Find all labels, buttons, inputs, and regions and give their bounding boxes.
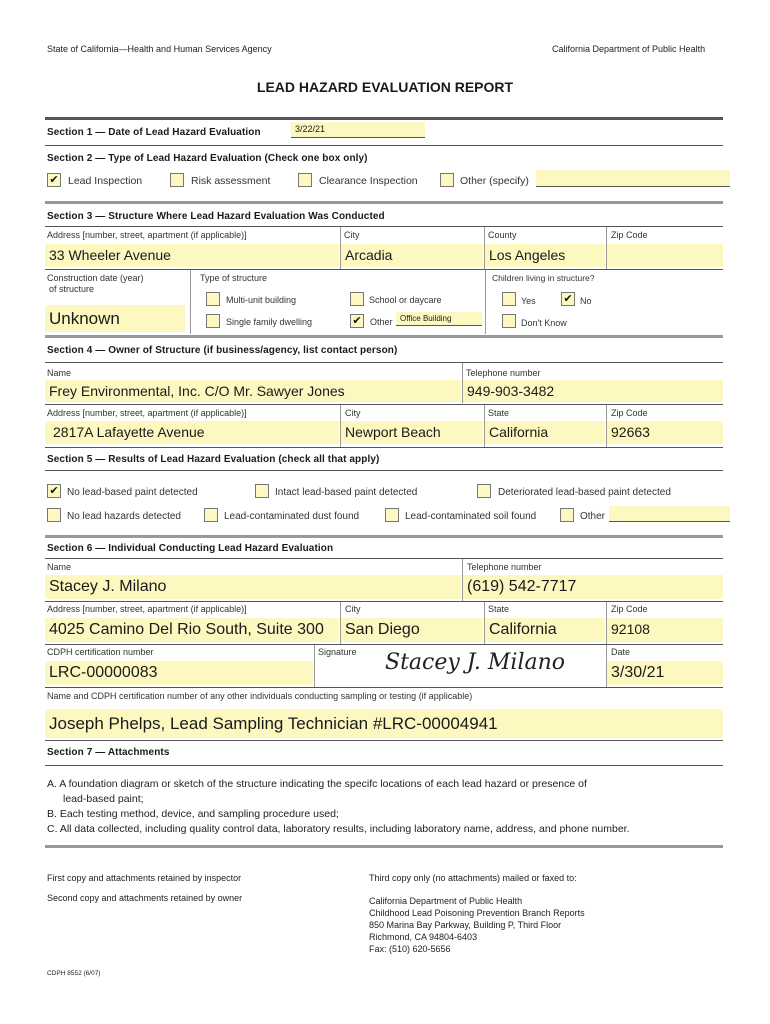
section6-heading: Section 6 — Individual Conducting Lead Hazard Evaluation: [47, 543, 334, 554]
signature-date-label: Date: [611, 647, 631, 657]
signature-label: Signature: [318, 647, 357, 657]
section5-heading: Section 5 — Results of Lead Hazard Evaluation (check all that apply): [47, 454, 380, 465]
structure-city-label: City: [344, 230, 360, 240]
children-no-checkbox[interactable]: ✔: [561, 292, 575, 306]
form-id: CDPH 8552 (6/07): [47, 970, 101, 977]
inspector-zip-field[interactable]: 92108: [607, 618, 723, 642]
intact-paint-checkbox[interactable]: [255, 484, 269, 498]
other-type-label: Other (specify): [460, 175, 529, 187]
deteriorated-paint-label: Deteriorated lead-based paint detected: [498, 487, 671, 498]
attachment-a-cont: lead-based paint;: [63, 793, 144, 805]
soil-found-label: Lead-contaminated soil found: [405, 511, 537, 522]
col-divider: [190, 270, 191, 334]
no-lead-paint-label: No lead-based paint detected: [67, 487, 198, 498]
divider: [45, 362, 723, 363]
inspector-address-field[interactable]: 4025 Camino Del Rio South, Suite 300: [45, 618, 339, 642]
inspector-phone-field[interactable]: (619) 542-7717: [463, 575, 723, 599]
children-unknown-checkbox[interactable]: [502, 314, 516, 328]
lead-inspection-checkbox[interactable]: ✔: [47, 173, 61, 187]
col-divider: [485, 270, 486, 334]
mail-address-line-3: 850 Marina Bay Parkway, Building P, Third Floor: [369, 920, 562, 930]
divider: [45, 687, 723, 688]
attachment-b: B. Each testing method, device, and sampling procedure used;: [47, 808, 339, 820]
other-structure-checkbox[interactable]: ✔: [350, 314, 364, 328]
inspector-state-label: State: [488, 604, 510, 614]
owner-zip-label: Zip Code: [611, 408, 648, 418]
section3-heading: Section 3 — Structure Where Lead Hazard Evaluation Was Conducted: [47, 211, 385, 222]
inspector-address-label: Address [number, street, apartment (if applicable)]: [47, 604, 247, 614]
other-structure-label: Other: [370, 317, 393, 327]
section7-heading: Section 7 — Attachments: [47, 747, 170, 758]
attachment-c: C. All data collected, including quality control data, laboratory results, including laboratory name, address, and phone number.: [47, 823, 630, 835]
structure-zip-label: Zip Code: [611, 230, 648, 240]
single-family-checkbox[interactable]: [206, 314, 220, 328]
cert-number-label: CDPH certification number: [47, 647, 154, 657]
divider: [45, 558, 723, 559]
dust-found-label: Lead-contaminated dust found: [224, 511, 360, 522]
children-unknown-label: Don't Know: [521, 318, 567, 328]
agency-name: State of California—Health and Human Services Agency: [47, 44, 272, 54]
inspector-zip-label: Zip Code: [611, 604, 648, 614]
other-type-field[interactable]: [536, 170, 730, 187]
intact-paint-label: Intact lead-based paint detected: [275, 487, 418, 498]
cert-number-field[interactable]: LRC-00000083: [45, 661, 313, 685]
owner-address-field[interactable]: 2817A Lafayette Avenue: [45, 421, 339, 444]
structure-county-field[interactable]: Los Angeles: [485, 244, 605, 267]
divider: [45, 845, 723, 848]
inspector-name-field[interactable]: Stacey J. Milano: [45, 575, 461, 599]
divider: [45, 404, 723, 405]
owner-name-label: Name: [47, 368, 72, 378]
first-copy-note: First copy and attachments retained by inspector: [47, 873, 242, 883]
third-copy-note: Third copy only (no attachments) mailed or faxed to:: [369, 873, 577, 883]
inspector-state-field[interactable]: California: [485, 618, 605, 642]
mail-address-line-4: Richmond, CA 94804-6403: [369, 932, 478, 942]
signature-date-field[interactable]: 3/30/21: [607, 661, 723, 685]
mail-address-line-2: Childhood Lead Poisoning Prevention Branch Reports: [369, 908, 585, 918]
structure-city-field[interactable]: Arcadia: [341, 244, 483, 267]
owner-zip-field[interactable]: 92663: [607, 421, 723, 444]
owner-phone-label: Telephone number: [466, 368, 541, 378]
divider: [45, 447, 723, 448]
other-type-checkbox[interactable]: [440, 173, 454, 187]
construction-date-label-2: of structure: [49, 284, 95, 294]
divider: [45, 644, 723, 645]
divider: [45, 335, 723, 338]
divider: [45, 740, 723, 741]
construction-date-field[interactable]: Unknown: [45, 305, 185, 332]
clearance-inspection-checkbox[interactable]: [298, 173, 312, 187]
soil-found-checkbox[interactable]: [385, 508, 399, 522]
no-lead-paint-checkbox[interactable]: ✔: [47, 484, 61, 498]
mail-fax: Fax: (510) 620-5656: [369, 944, 451, 954]
school-daycare-checkbox[interactable]: [350, 292, 364, 306]
dust-found-checkbox[interactable]: [204, 508, 218, 522]
divider: [45, 201, 723, 204]
divider: [45, 535, 723, 538]
divider: [45, 601, 723, 602]
second-copy-note: Second copy and attachments retained by owner: [47, 893, 243, 903]
school-daycare-label: School or daycare: [369, 295, 442, 305]
owner-state-field[interactable]: California: [485, 421, 605, 444]
structure-address-field[interactable]: 33 Wheeler Avenue: [45, 244, 339, 267]
children-yes-checkbox[interactable]: [502, 292, 516, 306]
structure-county-label: County: [488, 230, 517, 240]
other-result-label: Other: [580, 511, 606, 522]
section1-heading: Section 1 — Date of Lead Hazard Evaluation: [47, 127, 261, 138]
multi-unit-label: Multi-unit building: [226, 295, 297, 305]
multi-unit-checkbox[interactable]: [206, 292, 220, 306]
divider: [45, 226, 723, 227]
clearance-inspection-label: Clearance Inspection: [319, 175, 418, 187]
evaluation-date-field[interactable]: 3/22/21: [291, 122, 425, 138]
structure-zip-field[interactable]: [607, 244, 723, 267]
page-title: LEAD HAZARD EVALUATION REPORT: [256, 79, 514, 95]
other-result-field[interactable]: [609, 506, 730, 522]
children-label: Children living in structure?: [492, 273, 595, 283]
section4-heading: Section 4 — Owner of Structure (if business/agency, list contact person): [47, 345, 398, 356]
owner-city-field[interactable]: Newport Beach: [341, 421, 483, 444]
risk-assessment-label: Risk assessment: [191, 175, 271, 187]
other-individuals-label: Name and CDPH certification number of any other individuals conducting sampling or testing (if applicable): [47, 691, 473, 701]
owner-phone-field[interactable]: 949-903-3482: [463, 380, 723, 402]
divider: [45, 765, 723, 766]
owner-name-field[interactable]: Frey Environmental, Inc. C/O Mr. Sawyer Jones: [45, 380, 461, 402]
single-family-label: Single family dwelling: [226, 317, 313, 327]
inspector-city-field[interactable]: San Diego: [341, 618, 483, 642]
department-name: California Department of Public Health: [552, 44, 706, 54]
deteriorated-paint-checkbox[interactable]: [477, 484, 491, 498]
owner-address-label: Address [number, street, apartment (if applicable)]: [47, 408, 247, 418]
structure-address-label: Address [number, street, apartment (if applicable)]: [47, 230, 247, 240]
divider: [45, 145, 723, 146]
divider: [45, 269, 723, 270]
signature-image[interactable]: Stacey J. Milano: [385, 650, 566, 675]
children-no-label: No: [580, 296, 592, 306]
children-yes-label: Yes: [521, 296, 536, 306]
other-individuals-field[interactable]: Joseph Phelps, Lead Sampling Technician #LRC-00004941: [45, 709, 723, 738]
owner-state-label: State: [488, 408, 510, 418]
inspector-name-label: Name: [47, 562, 72, 572]
no-hazards-label: No lead hazards detected: [67, 511, 181, 522]
construction-date-label: Construction date (year): [47, 273, 144, 283]
other-result-checkbox[interactable]: [560, 508, 574, 522]
other-structure-field[interactable]: Office Building: [396, 312, 482, 326]
col-divider: [314, 645, 315, 687]
section2-heading: Section 2 — Type of Lead Hazard Evaluation (Check one box only): [47, 153, 368, 164]
risk-assessment-checkbox[interactable]: [170, 173, 184, 187]
divider: [45, 117, 723, 120]
divider: [45, 470, 723, 471]
owner-city-label: City: [345, 408, 361, 418]
no-hazards-checkbox[interactable]: [47, 508, 61, 522]
lead-inspection-label: Lead Inspection: [68, 175, 143, 187]
structure-type-label: Type of structure: [200, 273, 268, 283]
attachment-a: A. A foundation diagram or sketch of the structure indicating the specifc locations of each lead hazard or presence of: [47, 778, 587, 790]
mail-address-line-1: California Department of Public Health: [369, 896, 523, 906]
inspector-city-label: City: [345, 604, 361, 614]
inspector-phone-label: Telephone number: [467, 562, 542, 572]
